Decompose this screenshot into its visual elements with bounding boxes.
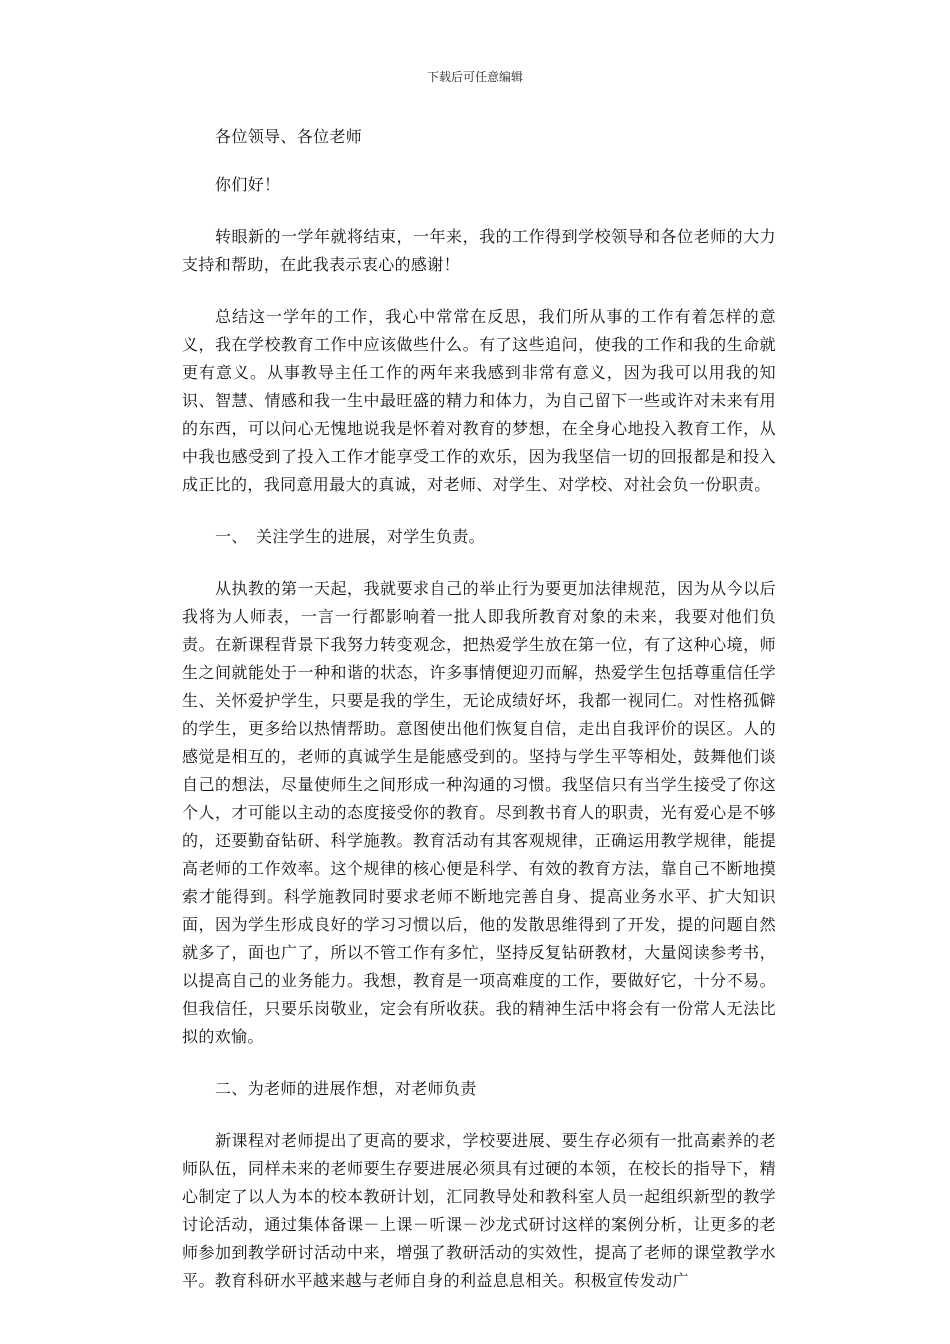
section-heading-2: 二、为老师的进展作想，对老师负责 xyxy=(215,1079,477,1098)
greeting: 你们好！ xyxy=(215,175,281,194)
page-header-note: 下载后可任意编辑 xyxy=(426,70,523,84)
section-heading-1: 一、 关注学生的进展，对学生负责。 xyxy=(215,527,485,546)
paragraph-thanks: 转眼新的一学年就将结束，一年来，我的工作得到学校领导和各位老师的大力支持和帮助，在此我表示衷心的感谢！ xyxy=(182,227,776,274)
paragraph-students: 从执教的第一天起，我就要求自己的举止行为要更加法律规范，因为从今以后我将为人师表，一言一行都影响着一批人即我所教育对象的未来，我要对他们负责。在新课程背景下我努力转变观念，把热爱学生放在第一位，有了这种心境，师生之间就能处于一种和谐的状态，许多事情便迎刃而解，热爱学生包括尊重信任学生、关怀爱护学生，只要是我的学生，无论成绩好坏，我都一视同仁。对性格孤僻的学生，更多给以热情帮助。意图使出他们恢复自信，走出自我评价的误区。人的感觉是相互的，老师的真诚学生是能感受到的。坚持与学生平等相处，鼓舞他们谈自己的想法，尽量使师生之间形成一种沟通的习惯。我坚信只有当学生接受了你这个人，才可能以主动的态度接受你的教育。尽到教书育人的职责，光有爱心是不够的，还要勤奋钻研、科学施教。教育活动有其客观规律，正确运用教学规律，能提高老师的工作效率。这个规律的核心便是科学、有效的教育方法，靠自己不断地摸索才能得到。科学施教同时要求老师不断地完善自身、提高业务水平、扩大知识面，因为学生形成良好的学习习惯以后，他的发散思维得到了开发，提的问题自然就多了，面也广了，所以不管工作有多忙，坚持反复钻研教材，大量阅读参考书，以提高自己的业务能力。我想，教育是一项高难度的工作，要做好它，十分不易。但我信任，只要乐岗敬业，定会有所收获。我的精神生活中将会有一份常人无法比拟的欢愉。 xyxy=(182,579,776,1046)
salutation: 各位领导、各位老师 xyxy=(215,127,363,146)
document-body xyxy=(182,123,776,1319)
paragraph-reflection: 总结这一学年的工作，我心中常常在反思，我们所从事的工作有着怎样的意义，我在学校教育工作中应该做些什么。有了这些追问，使我的工作和我的生命就更有意义。从事教导主任工作的两年来我感到非常有意义，因为我可以用我的知识、智慧、情感和我一生中最旺盛的精力和体力，为自己留下一些或许对未来有用的东西，可以问心无愧地说我是怀着对教育的梦想，在全身心地投入教育工作，从中我也感受到了投入工作才能享受工作的欢乐，因为我坚信一切的回报都是和投入成正比的，我同意用最大的真诚，对老师、对学生、对学校、对社会负一份职责。 xyxy=(182,307,776,494)
paragraph-teachers: 新课程对老师提出了更高的要求，学校要进展、要生存必须有一批高素养的老师队伍，同样未来的老师要生存要进展必须具有过硬的本领，在校长的指导下，精心制定了以人为本的校本教研计划，汇同教导处和教科室人员一起组织新型的教学讨论活动，通过集体备课－上课－听课－沙龙式研讨这样的案例分析，让更多的老师参加到教学研讨活动中来，增强了教研活动的实效性，提高了老师的课堂教学水平。教育科研水平越来越与老师自身的利益息息相关。积极宣传发动广 xyxy=(182,1131,776,1290)
